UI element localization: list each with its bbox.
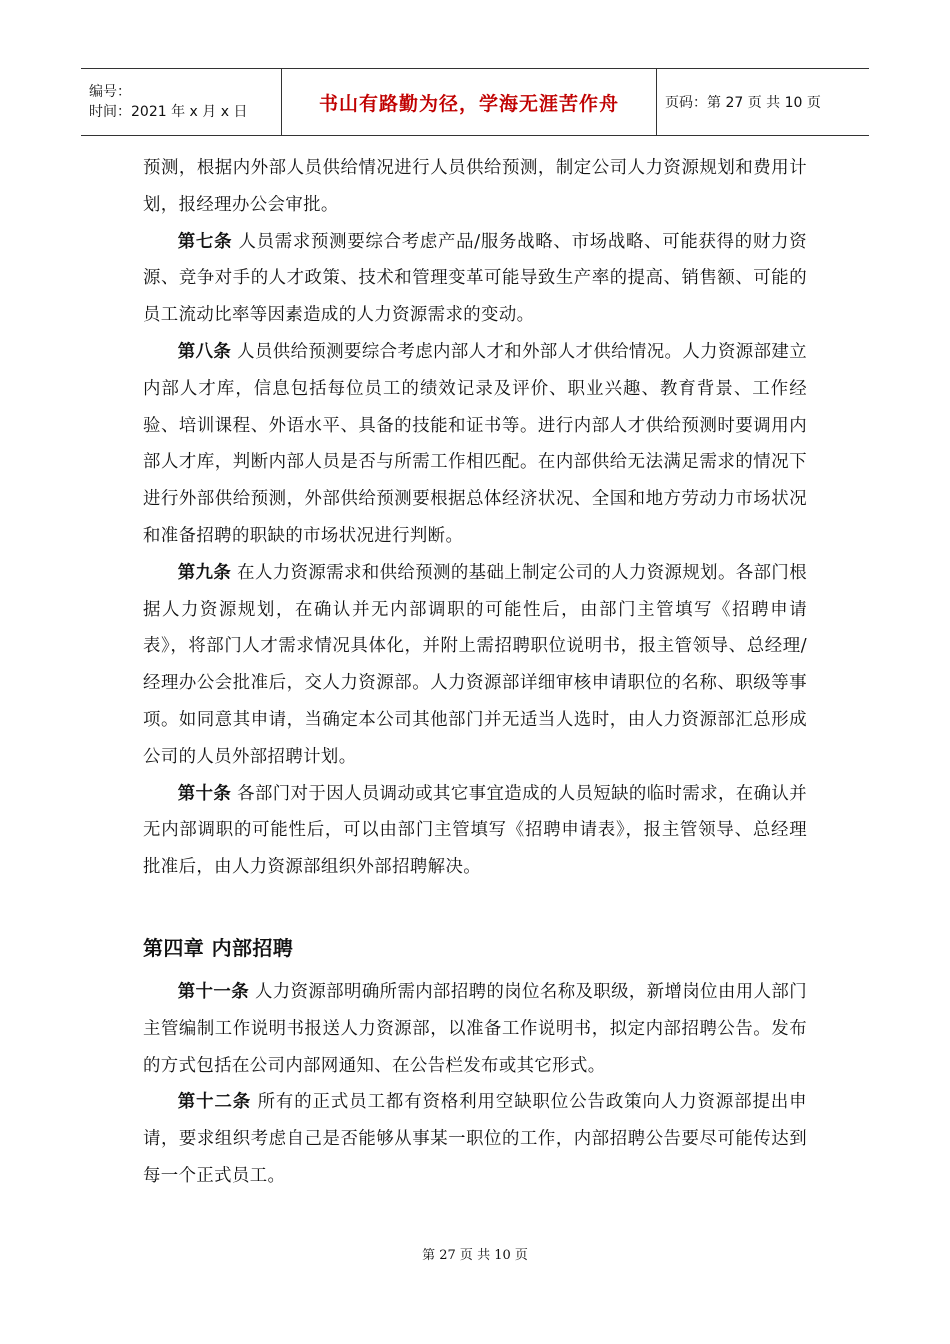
article-label: 第九条 bbox=[177, 562, 232, 583]
doc-number-label: 编号： bbox=[89, 84, 131, 100]
article-text: 人力资源部明确所需内部招聘的岗位名称及职级，新增岗位由用人部门主管编制工作说明书报送人力资源部，以准备工作说明书，拟定内部招聘公告。发布的方式包括在公司内部网通知、在公告栏发布或其它形式。 bbox=[143, 981, 807, 1076]
paragraph-continuation: 预测，根据内外部人员供给情况进行人员供给预测，制定公司人力资源规划和费用计划，报经理办公会审批。 bbox=[143, 158, 807, 215]
article-9 bbox=[143, 555, 807, 776]
chapter-spacer bbox=[143, 886, 807, 922]
article-text: 所有的正式员工都有资格利用空缺职位公告政策向人力资源部提出申请，要求组织考虑自己是否能够从事某一职位的工作，内部招聘公告要尽可能传达到每一个正式员工。 bbox=[143, 1092, 807, 1186]
header-motto-cell bbox=[281, 69, 657, 135]
article-label: 第七条 bbox=[177, 231, 233, 252]
document-body bbox=[143, 150, 807, 1195]
header-page-cell bbox=[657, 69, 869, 135]
article-10 bbox=[143, 776, 807, 886]
header-motto: 书山有路勤为径，学海无涯苦作舟 bbox=[318, 92, 619, 115]
article-label: 第十二条 bbox=[177, 1092, 252, 1113]
article-text: 各部门对于因人员调动或其它事宜造成的人员短缺的临时需求，在确认并无内部调职的可能性后，可以由部门主管填写《招聘申请表》，报主管领导、总经理批准后，由人力资源部组织外部招聘解决。 bbox=[143, 783, 807, 878]
article-text: 人员需求预测要综合考虑产品/服务战略、市场战略、可能获得的财力资源、竞争对手的人才政策、技术和管理变革可能导致生产率的提高、销售额、可能的员工流动比率等因素造成的人力资源需求的变动。 bbox=[143, 231, 807, 326]
article-label: 第十条 bbox=[177, 783, 232, 804]
article-text: 在人力资源需求和供给预测的基础上制定公司的人力资源规划。各部门根据人力资源规划，在确认并无内部调职的可能性后，由部门主管填写《招聘申请表》，将部门人才需求情况具体化，并附上需招聘职位说明书，报主管领导、总经理/经理办公会批准后，交人力资源部。人力资源部详细审核申请职位的名称、职级等事项。如同意其申请，当确定本公司其他部门并无适当人选时，由人力资源部汇总形成公司的人员外部招聘计划。 bbox=[143, 562, 807, 767]
article-11 bbox=[143, 974, 807, 1084]
doc-time-label: 时间：2021 年 x 月 x 日 bbox=[89, 104, 248, 120]
header-meta bbox=[81, 69, 281, 135]
article-12 bbox=[143, 1084, 807, 1194]
article-label: 第十一条 bbox=[177, 981, 250, 1002]
page-footer: 第 27 页 共 10 页 bbox=[422, 1248, 528, 1263]
page-header bbox=[81, 68, 869, 136]
article-8 bbox=[143, 334, 807, 555]
article-text: 人员供给预测要综合考虑内部人才和外部人才供给情况。人力资源部建立内部人才库，信息包括每位员工的绩效记录及评价、职业兴趣、教育背景、工作经验、培训课程、外语水平、具备的技能和证书等。进行内部人才供给预测时要调用内部人才库，判断内部人员是否与所需工作相匹配。在内部供给无法满足需求的情况下进行外部供给预测，外部供给预测要根据总体经济状况、全国和地方劳动力市场状况和准备招聘的职缺的市场状况进行判断。 bbox=[143, 341, 807, 546]
article-7 bbox=[143, 224, 807, 334]
chapter-heading: 第四章 内部招聘 bbox=[143, 935, 294, 960]
article-label: 第八条 bbox=[177, 341, 232, 362]
header-page-label: 页码：第 27 页 共 10 页 bbox=[665, 95, 821, 111]
